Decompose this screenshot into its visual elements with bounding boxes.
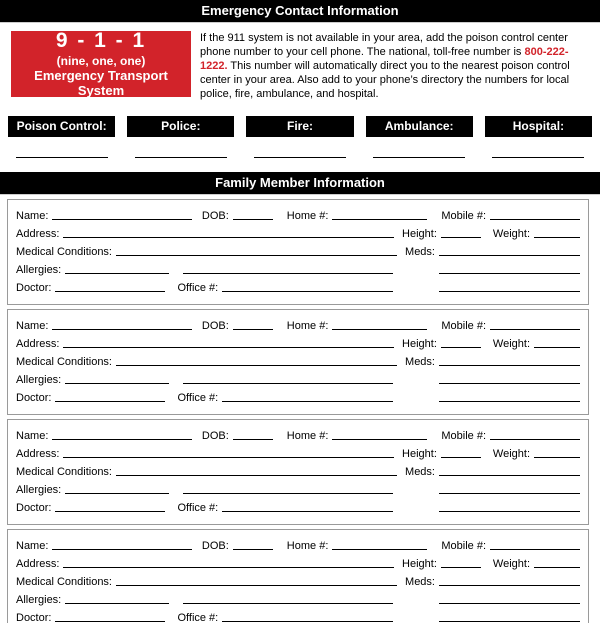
medical-row: [16, 351, 580, 369]
office-phone-line[interactable]: [222, 511, 393, 512]
family-member-block: [7, 309, 589, 415]
911-caption: Emergency Transport System: [34, 68, 168, 98]
poison-control-phone-line[interactable]: [16, 157, 108, 158]
home-phone-label: Home #:: [286, 320, 329, 332]
doctor-row: [16, 387, 580, 405]
address-label: Address:: [16, 228, 60, 240]
weight-label: Weight:: [492, 558, 530, 570]
home-phone-line[interactable]: [332, 439, 427, 440]
allergies-row: [16, 479, 580, 497]
name-row: [16, 315, 580, 333]
office-phone-line[interactable]: [222, 291, 393, 292]
address-row: [16, 223, 580, 241]
doctor-label: Doctor:: [16, 282, 52, 294]
poison-control-cell: [8, 157, 115, 158]
911-number: 9 - 1 - 1: [55, 29, 147, 52]
address-row: [16, 333, 580, 351]
weight-line[interactable]: [534, 237, 580, 238]
office-phone-label: Office #:: [177, 612, 219, 623]
allergies-row: [16, 589, 580, 607]
meds-label: Meds:: [405, 356, 435, 368]
weight-label: Weight:: [492, 448, 530, 460]
allergies-extra-line[interactable]: [183, 493, 393, 494]
instructions-text-before: If the 911 system is not available in your area, add the poison control center phone number to your cell phone. The national, toll-free number is: [200, 32, 568, 58]
meds-extra-line-2[interactable]: [439, 401, 580, 402]
allergies-label: Allergies:: [16, 594, 62, 606]
home-phone-line[interactable]: [332, 549, 427, 550]
name-row: [16, 205, 580, 223]
allergies-label: Allergies:: [16, 264, 62, 276]
ambulance-cell: [366, 157, 473, 158]
doctor-label: Doctor:: [16, 502, 52, 514]
medical-row: [16, 461, 580, 479]
allergies-row: [16, 369, 580, 387]
weight-line[interactable]: [534, 567, 580, 568]
mobile-phone-label: Mobile #:: [441, 430, 487, 442]
fire-cell: [246, 157, 353, 158]
poison-control-phone-number: 800-222-1222.: [200, 45, 569, 72]
address-line[interactable]: [63, 567, 394, 568]
meds-extra-line[interactable]: [439, 493, 580, 494]
doctor-line[interactable]: [55, 401, 165, 402]
meds-extra-line-2[interactable]: [439, 291, 580, 292]
allergies-row: [16, 259, 580, 277]
address-row: [16, 443, 580, 461]
allergies-extra-line[interactable]: [183, 273, 393, 274]
medical-row: [16, 241, 580, 259]
medical-conditions-line[interactable]: [116, 475, 397, 476]
contact-label-fire: Fire:: [246, 116, 353, 137]
name-label: Name:: [16, 430, 49, 442]
doctor-label: Doctor:: [16, 612, 52, 623]
meds-label: Meds:: [405, 466, 435, 478]
dob-label: DOB:: [201, 540, 229, 552]
address-line[interactable]: [63, 237, 394, 238]
height-line[interactable]: [441, 237, 481, 238]
meds-label: Meds:: [405, 576, 435, 588]
mobile-phone-label: Mobile #:: [441, 210, 487, 222]
family-section-header: Family Member Information: [0, 172, 600, 195]
911-badge: [11, 31, 191, 97]
allergies-label: Allergies:: [16, 374, 62, 386]
height-line[interactable]: [441, 347, 481, 348]
doctor-line[interactable]: [55, 621, 165, 622]
home-phone-line[interactable]: [332, 329, 427, 330]
name-row: [16, 535, 580, 553]
intro-row: [11, 31, 592, 99]
office-phone-line[interactable]: [222, 401, 393, 402]
family-member-block: [7, 419, 589, 525]
allergies-line[interactable]: [65, 273, 169, 274]
doctor-row: [16, 607, 580, 623]
address-label: Address:: [16, 558, 60, 570]
medical-conditions-label: Medical Conditions:: [16, 576, 112, 588]
family-member-block: [7, 199, 589, 305]
weight-label: Weight:: [492, 228, 530, 240]
allergies-extra-line[interactable]: [183, 603, 393, 604]
allergies-line[interactable]: [65, 603, 169, 604]
meds-extra-line-2[interactable]: [439, 621, 580, 622]
height-line[interactable]: [441, 457, 481, 458]
meds-label: Meds:: [405, 246, 435, 258]
dob-label: DOB:: [201, 320, 229, 332]
contact-label-hospital: Hospital:: [485, 116, 592, 137]
home-phone-label: Home #:: [286, 210, 329, 222]
address-row: [16, 553, 580, 571]
height-label: Height:: [402, 558, 437, 570]
office-phone-line[interactable]: [222, 621, 393, 622]
allergies-line[interactable]: [65, 383, 169, 384]
home-phone-label: Home #:: [286, 430, 329, 442]
name-row: [16, 425, 580, 443]
meds-extra-line-2[interactable]: [439, 511, 580, 512]
doctor-line[interactable]: [55, 511, 165, 512]
ambulance-phone-line[interactable]: [373, 157, 465, 158]
contact-label-ambulance: Ambulance:: [366, 116, 473, 137]
office-phone-label: Office #:: [177, 392, 219, 404]
allergies-extra-line[interactable]: [183, 383, 393, 384]
weight-label: Weight:: [492, 338, 530, 350]
weight-line[interactable]: [534, 457, 580, 458]
mobile-phone-line[interactable]: [490, 549, 580, 550]
meds-extra-line[interactable]: [439, 273, 580, 274]
allergies-line[interactable]: [65, 493, 169, 494]
address-line[interactable]: [63, 347, 394, 348]
name-label: Name:: [16, 210, 49, 222]
police-phone-line[interactable]: [135, 157, 227, 158]
name-line[interactable]: [52, 439, 191, 440]
name-line[interactable]: [52, 329, 191, 330]
mobile-phone-label: Mobile #:: [441, 540, 487, 552]
meds-extra-line[interactable]: [439, 383, 580, 384]
medical-conditions-line[interactable]: [116, 365, 397, 366]
name-line[interactable]: [52, 549, 191, 550]
911-phonetic: (nine, one, one): [56, 54, 146, 68]
address-line[interactable]: [63, 457, 394, 458]
mobile-phone-label: Mobile #:: [441, 320, 487, 332]
allergies-label: Allergies:: [16, 484, 62, 496]
contact-label-poison-control: Poison Control:: [8, 116, 115, 137]
address-label: Address:: [16, 448, 60, 460]
poison-control-instructions: [200, 31, 592, 99]
office-phone-label: Office #:: [177, 282, 219, 294]
medical-conditions-line[interactable]: [116, 585, 397, 586]
meds-line[interactable]: [439, 255, 580, 256]
emergency-section-header: Emergency Contact Information: [0, 0, 600, 23]
meds-line[interactable]: [439, 475, 580, 476]
home-phone-label: Home #:: [286, 540, 329, 552]
doctor-row: [16, 277, 580, 295]
mobile-phone-line[interactable]: [490, 219, 580, 220]
name-label: Name:: [16, 540, 49, 552]
address-label: Address:: [16, 338, 60, 350]
dob-line[interactable]: [233, 549, 273, 550]
office-phone-label: Office #:: [177, 502, 219, 514]
hospital-cell: [485, 157, 592, 158]
contact-label-police: Police:: [127, 116, 234, 137]
instructions-text-after: This number will automatically direct you to the nearest poison control center in your area. Also add to your phone’s directory the numbers for local police, fire, ambulance, and hospital.: [200, 59, 570, 100]
medical-conditions-label: Medical Conditions:: [16, 246, 112, 258]
mobile-phone-line[interactable]: [490, 329, 580, 330]
name-line[interactable]: [52, 219, 191, 220]
height-label: Height:: [402, 338, 437, 350]
dob-label: DOB:: [201, 430, 229, 442]
police-cell: [127, 157, 234, 158]
contact-fill-line-row: [8, 157, 592, 158]
height-label: Height:: [402, 448, 437, 460]
height-line[interactable]: [441, 567, 481, 568]
dob-line[interactable]: [233, 329, 273, 330]
family-section-header-wrap: [0, 172, 600, 195]
meds-line[interactable]: [439, 365, 580, 366]
fire-phone-line[interactable]: [254, 157, 346, 158]
contact-label-row: [8, 116, 592, 137]
height-label: Height:: [402, 228, 437, 240]
home-phone-line[interactable]: [332, 219, 427, 220]
medical-conditions-line[interactable]: [116, 255, 397, 256]
meds-extra-line[interactable]: [439, 603, 580, 604]
family-member-block: [7, 529, 589, 623]
meds-line[interactable]: [439, 585, 580, 586]
dob-line[interactable]: [233, 219, 273, 220]
hospital-phone-line[interactable]: [492, 157, 584, 158]
doctor-label: Doctor:: [16, 392, 52, 404]
dob-line[interactable]: [233, 439, 273, 440]
weight-line[interactable]: [534, 347, 580, 348]
name-label: Name:: [16, 320, 49, 332]
mobile-phone-line[interactable]: [490, 439, 580, 440]
medical-row: [16, 571, 580, 589]
medical-conditions-label: Medical Conditions:: [16, 466, 112, 478]
doctor-line[interactable]: [55, 291, 165, 292]
dob-label: DOB:: [201, 210, 229, 222]
medical-conditions-label: Medical Conditions:: [16, 356, 112, 368]
doctor-row: [16, 497, 580, 515]
